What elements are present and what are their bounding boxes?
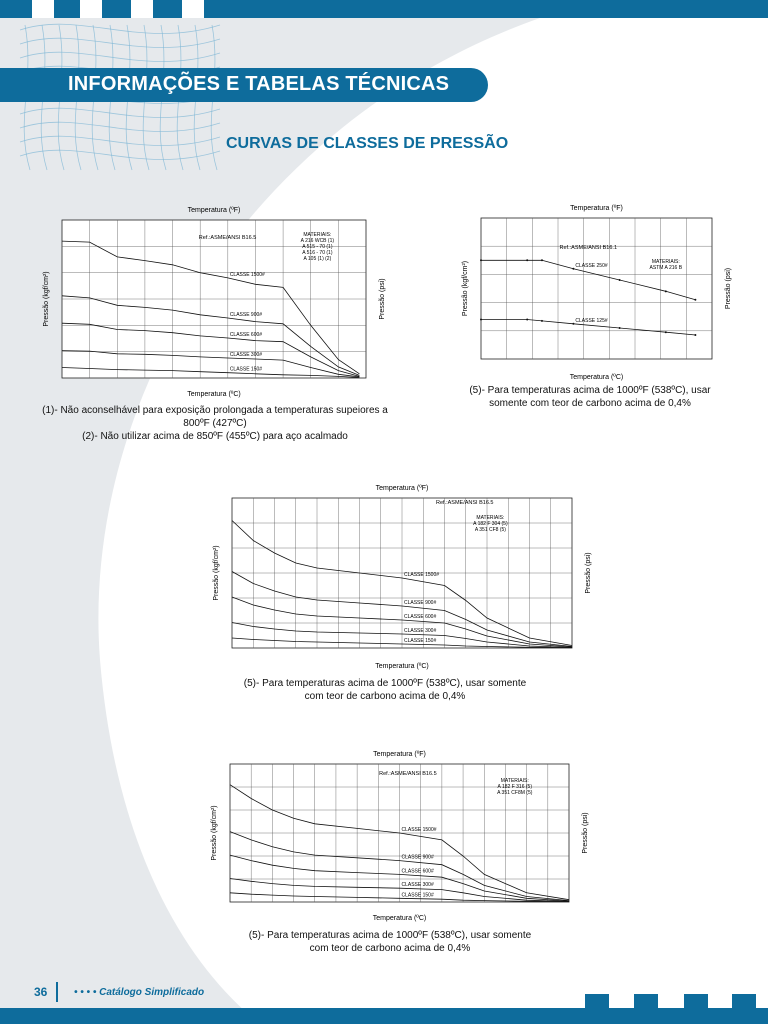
series-label: CLASSE 600# bbox=[401, 868, 434, 875]
chart-3-svg bbox=[198, 482, 598, 672]
chart-4 bbox=[210, 744, 595, 924]
page-number: 36 bbox=[34, 985, 48, 999]
chart-1-note-1: (1)- Não aconselhável para exposição prolongada a temperaturas supeiores a 800ºF (427ºC) bbox=[42, 405, 388, 429]
materials-label: A 516 - 70 (1) bbox=[302, 249, 333, 256]
bottom-bar-square bbox=[634, 994, 658, 1008]
bottom-bar-square bbox=[585, 994, 609, 1008]
chart-4-notes bbox=[245, 929, 535, 955]
materials-label: MATERIAIS: bbox=[651, 259, 680, 266]
chart-1-svg bbox=[38, 200, 390, 400]
data-point bbox=[480, 319, 482, 321]
series-label: CLASSE 150# bbox=[401, 892, 434, 899]
chart-2-note-1: (5)- Para temperaturas acima de 1000ºF (538ºC), usar somente com teor de carbono acima de 0,4% bbox=[469, 385, 711, 409]
mesh-line bbox=[20, 24, 220, 33]
chart-2 bbox=[455, 198, 740, 383]
x-axis-label: Temperatura (ºC) bbox=[375, 663, 429, 670]
materials-label: A 216 WCB (1) bbox=[300, 237, 335, 244]
materials-label: A 182 F 316 (5) bbox=[497, 783, 532, 790]
chart-2-notes bbox=[455, 384, 725, 410]
materials-label: MATERIAIS: bbox=[500, 777, 529, 784]
series-label: CLASSE 1500# bbox=[229, 271, 265, 278]
series-label: CLASSE 150# bbox=[404, 638, 437, 644]
y-axis-right-label: Pressão (psi) bbox=[582, 812, 589, 854]
data-point bbox=[619, 279, 621, 281]
y-axis-label: Pressão (kgf/cm²) bbox=[462, 260, 469, 317]
bottom-bar bbox=[0, 1008, 768, 1024]
materials-label: A 182 F 304 (5) bbox=[473, 521, 508, 527]
x-axis-label: Temperatura (ºC) bbox=[569, 374, 624, 381]
section-title: CURVAS DE CLASSES DE PRESSÃO bbox=[226, 135, 509, 152]
top-bar bbox=[0, 0, 768, 18]
page-number-separator bbox=[56, 982, 58, 1002]
series-label: CLASSE 900# bbox=[229, 311, 263, 318]
mesh-line bbox=[20, 52, 220, 61]
chart-3-note-1: (5)- Para temperaturas acima de 1000ºF (538ºC), usar somente com teor de carbono acima de 0,4% bbox=[243, 678, 527, 702]
chart-2-svg bbox=[455, 198, 740, 383]
data-point bbox=[572, 268, 574, 270]
series-label: CLASSE 600# bbox=[229, 331, 263, 338]
series-label: CLASSE 150# bbox=[229, 366, 263, 373]
series-label: CLASSE 250# bbox=[575, 262, 608, 269]
series-label: CLASSE 1500# bbox=[401, 827, 437, 833]
data-point bbox=[665, 331, 667, 333]
x-axis-top-label: Temperatura (ºF) bbox=[375, 485, 429, 492]
top-bar-square bbox=[32, 0, 54, 18]
page-title: INFORMAÇÕES E TABELAS TÉCNICAS bbox=[68, 73, 450, 95]
data-point bbox=[526, 259, 528, 261]
x-axis-top-label: Temperatura (ºF) bbox=[570, 205, 623, 212]
mesh-line bbox=[20, 136, 220, 145]
mesh-line bbox=[20, 122, 220, 131]
materials-label: A 515 - 70 (1) bbox=[302, 243, 333, 250]
data-point bbox=[665, 290, 667, 292]
top-bar-square bbox=[80, 0, 102, 18]
chart-1-notes bbox=[30, 404, 400, 443]
series-label: CLASSE 600# bbox=[404, 614, 437, 620]
chart-4-svg bbox=[210, 744, 595, 924]
bottom-bar-square bbox=[684, 994, 708, 1008]
x-axis-label: Temperatura (ºC) bbox=[372, 915, 427, 922]
chart-1-note-2: (2)- Não utilizar acima de 850ºF (455ºC) para aço acalmado bbox=[82, 431, 348, 442]
chart-1 bbox=[38, 200, 390, 400]
page-title-bar bbox=[0, 68, 488, 102]
x-axis-label: Temperatura (ºC) bbox=[187, 391, 241, 398]
data-point bbox=[694, 299, 696, 301]
y-axis-right-label: Pressão (psi) bbox=[725, 267, 732, 310]
reference-label: Ref.:ASME/ANSI B16.1 bbox=[559, 245, 618, 252]
reference-label: Ref.:ASME/ANSI B16.5 bbox=[379, 771, 437, 778]
y-axis-label: Pressão (kgf/cm²) bbox=[213, 545, 220, 601]
y-axis-right-label: Pressão (psi) bbox=[585, 552, 592, 594]
top-bar-square bbox=[182, 0, 204, 18]
materials-label: MATERIAIS: bbox=[476, 515, 505, 521]
data-point bbox=[541, 259, 543, 261]
data-point bbox=[694, 334, 696, 336]
materials-label: A 351 CF8 (5) bbox=[474, 527, 506, 533]
data-point bbox=[541, 320, 543, 322]
reference-label: Ref.:ASME/ANSI B16.5 bbox=[436, 500, 494, 506]
y-axis-label: Pressão (kgf/cm²) bbox=[211, 805, 218, 861]
materials-label: A 351 CF8M (5) bbox=[497, 789, 533, 796]
data-point bbox=[480, 259, 482, 261]
reference-label: Ref.:ASME/ANSI B16.5 bbox=[198, 234, 257, 241]
data-point bbox=[572, 323, 574, 325]
series-label: CLASSE 900# bbox=[401, 854, 434, 861]
materials-label: MATERIAIS: bbox=[303, 231, 332, 238]
materials-label: A 105 (1) (2) bbox=[303, 255, 332, 262]
top-bar-square bbox=[131, 0, 153, 18]
x-axis-top-label: Temperatura (ºF) bbox=[373, 751, 426, 758]
mesh-line bbox=[20, 108, 220, 117]
series-label: CLASSE 1500# bbox=[404, 572, 440, 578]
series-label: CLASSE 300# bbox=[401, 882, 434, 889]
chart-4-note-1: (5)- Para temperaturas acima de 1000ºF (538ºC), usar somente com teor de carbono acima de 0,4% bbox=[248, 930, 532, 954]
x-axis-top-label: Temperatura (ºF) bbox=[187, 207, 241, 214]
series-label: CLASSE 300# bbox=[404, 628, 437, 634]
mesh-line bbox=[20, 38, 220, 47]
bottom-bar-square bbox=[732, 994, 756, 1008]
footer-catalog-label: • • • • Catálogo Simplificado bbox=[74, 987, 205, 998]
chart-3-notes bbox=[240, 677, 530, 703]
series-label: CLASSE 900# bbox=[404, 600, 437, 606]
plot-area bbox=[481, 218, 712, 359]
chart-3 bbox=[198, 482, 598, 672]
series-label: CLASSE 125# bbox=[575, 317, 608, 324]
series-label: CLASSE 300# bbox=[229, 351, 263, 358]
materials-label: ASTM A 216 B bbox=[649, 265, 683, 272]
data-point bbox=[526, 319, 528, 321]
mesh-line bbox=[20, 150, 220, 159]
y-axis-label: Pressão (kgf/cm²) bbox=[43, 271, 50, 327]
y-axis-right-label: Pressão (psi) bbox=[379, 278, 386, 320]
data-point bbox=[619, 327, 621, 329]
